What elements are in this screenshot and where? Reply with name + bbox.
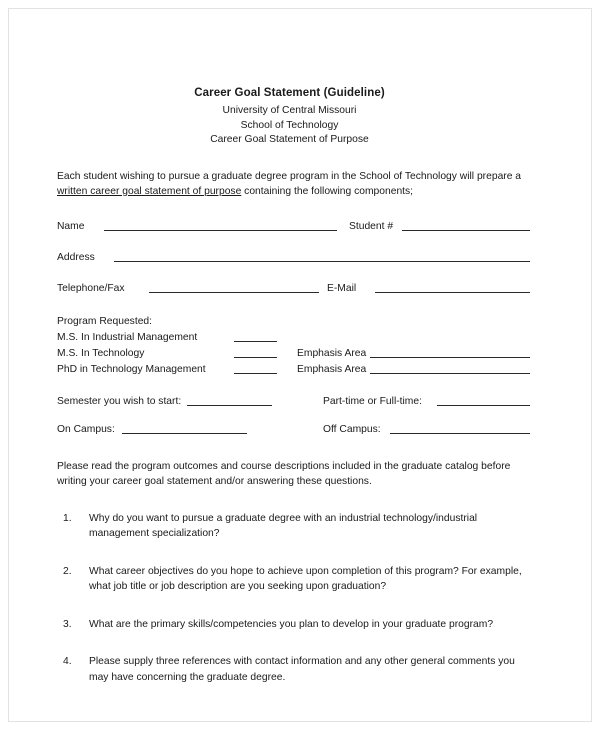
on-campus-input-blank[interactable] bbox=[122, 423, 247, 434]
question-number: 1. bbox=[63, 512, 72, 524]
semester-schedule-row bbox=[57, 395, 522, 409]
telephone-fax-input-blank[interactable] bbox=[149, 282, 319, 293]
program-heading-label: Program Requested: bbox=[57, 315, 153, 327]
question-text: What career objectives do you hope to achieve upon completion of this program? For example, what job title or job description are you seeking upon graduation? bbox=[89, 565, 522, 592]
intro-paragraph bbox=[57, 169, 522, 200]
emphasis-area-input-blank[interactable] bbox=[370, 363, 530, 374]
program-option-row bbox=[57, 331, 522, 345]
schedule-input-blank[interactable] bbox=[437, 395, 530, 406]
subtitle-line-1: University of Central Missouri bbox=[222, 105, 357, 116]
telephone-fax-label: Telephone/Fax bbox=[57, 282, 125, 294]
off-campus-input-blank[interactable] bbox=[390, 423, 530, 434]
intro-text-before: Each student wishing to pursue a graduate degree program in the School of Technology will prepare a bbox=[57, 170, 522, 182]
program-option-checkbox-blank[interactable] bbox=[234, 331, 277, 342]
program-heading bbox=[57, 315, 522, 329]
email-label: E-Mail bbox=[327, 282, 357, 294]
program-option-checkbox-blank[interactable] bbox=[234, 347, 277, 358]
question-item bbox=[57, 564, 522, 595]
question-item bbox=[57, 511, 522, 542]
emphasis-area-input-blank[interactable] bbox=[370, 347, 530, 358]
question-item bbox=[57, 617, 522, 633]
emphasis-area-label: Emphasis Area bbox=[297, 363, 367, 375]
intro-underlined-phrase: written career goal statement of purpose bbox=[57, 186, 242, 197]
off-campus-label: Off Campus: bbox=[323, 423, 381, 435]
email-input-blank[interactable] bbox=[375, 282, 530, 293]
document-body bbox=[57, 87, 522, 685]
question-number: 3. bbox=[63, 618, 72, 630]
on-campus-label: On Campus: bbox=[57, 423, 115, 435]
page-title: Career Goal Statement (Guideline) bbox=[194, 87, 385, 99]
document-page bbox=[8, 8, 592, 722]
program-option-label: M.S. In Technology bbox=[57, 347, 145, 359]
questions-list bbox=[57, 511, 522, 686]
emphasis-area-label: Emphasis Area bbox=[297, 347, 367, 359]
question-text: Please supply three references with contact information and any other general comments you may have concerning the graduate degree. bbox=[89, 656, 515, 683]
program-option-checkbox-blank[interactable] bbox=[234, 363, 277, 374]
question-text: Why do you want to pursue a graduate degree with an industrial technology/industrial management specialization? bbox=[89, 512, 478, 539]
address-row bbox=[57, 251, 522, 265]
question-item bbox=[57, 654, 522, 685]
name-row bbox=[57, 220, 522, 234]
campus-row bbox=[57, 423, 522, 437]
student-number-input-blank[interactable] bbox=[402, 220, 530, 231]
question-number: 2. bbox=[63, 565, 72, 577]
address-label: Address bbox=[57, 251, 95, 263]
schedule-label: Part-time or Full-time: bbox=[323, 395, 422, 407]
subtitle-line-2: School of Technology bbox=[240, 119, 339, 131]
name-label: Name bbox=[57, 220, 85, 232]
intro-text-after: containing the following components; bbox=[241, 186, 414, 197]
program-option-row bbox=[57, 363, 522, 377]
name-input-blank[interactable] bbox=[104, 220, 337, 231]
question-number: 4. bbox=[63, 656, 72, 667]
student-number-label: Student # bbox=[349, 220, 394, 232]
question-text: What are the primary skills/competencies you plan to develop in your graduate program? bbox=[89, 618, 494, 630]
program-option-row bbox=[57, 347, 522, 361]
telephone-email-row bbox=[57, 282, 522, 296]
catalog-notice: Please read the program outcomes and course descriptions included in the graduate catalog before writing your career goal statement and/or answering these questions. bbox=[57, 460, 511, 487]
semester-input-blank[interactable] bbox=[187, 395, 272, 406]
program-option-label: PhD in Technology Management bbox=[57, 363, 206, 375]
address-input-blank[interactable] bbox=[114, 251, 530, 262]
program-option-label: M.S. In Industrial Management bbox=[57, 331, 198, 343]
subtitle-line-3: Career Goal Statement of Purpose bbox=[210, 134, 369, 145]
semester-label: Semester you wish to start: bbox=[57, 395, 182, 407]
